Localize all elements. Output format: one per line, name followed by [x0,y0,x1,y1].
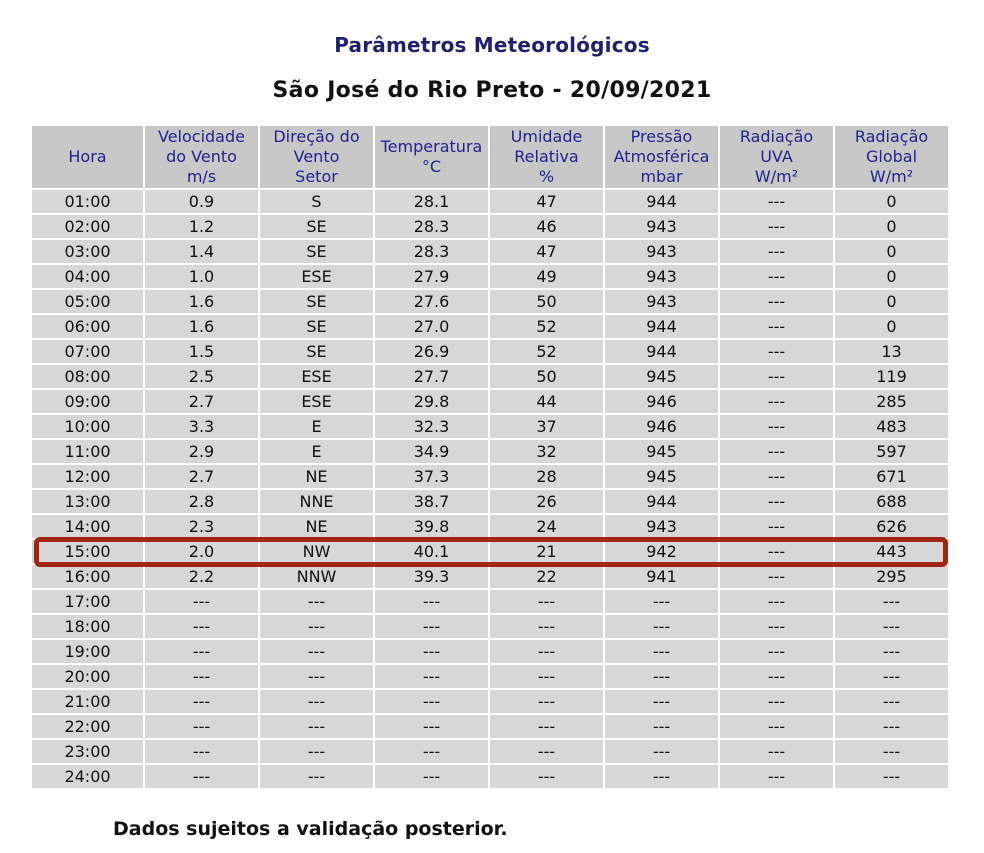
table-cell: --- [260,690,373,713]
column-header [32,126,143,188]
table-cell: 06:00 [32,315,143,338]
table-cell: --- [260,715,373,738]
table-cell: --- [835,640,948,663]
table-cell: 18:00 [32,615,143,638]
table-cell: 24:00 [32,765,143,788]
table-cell: --- [835,615,948,638]
table-cell: 17:00 [32,590,143,613]
table-cell: 50 [490,290,603,313]
column-header [605,126,718,188]
table-cell: --- [720,740,833,763]
table-cell: 52 [490,315,603,338]
table-cell: NE [260,465,373,488]
table-cell: 39.3 [375,565,488,588]
table-cell: 285 [835,390,948,413]
table-cell: 10:00 [32,415,143,438]
table-cell: 24 [490,515,603,538]
table-cell: 597 [835,440,948,463]
table-row [32,765,948,788]
table-cell: --- [490,740,603,763]
table-row [32,540,948,563]
column-header-line: Setor [295,167,338,186]
table-cell: 2.9 [145,440,258,463]
table-cell: --- [260,640,373,663]
table-cell: --- [260,590,373,613]
table-cell: 13 [835,340,948,363]
table-cell: --- [490,590,603,613]
table-cell: 2.7 [145,390,258,413]
table-cell: 1.6 [145,315,258,338]
table-cell: 945 [605,440,718,463]
table-cell: 2.5 [145,365,258,388]
table-cell: 944 [605,190,718,213]
table-row [32,365,948,388]
table-cell: 0 [835,315,948,338]
table-cell: 14:00 [32,515,143,538]
table-cell: --- [720,615,833,638]
table-cell: S [260,190,373,213]
table-cell: 483 [835,415,948,438]
table-cell: --- [720,440,833,463]
table-cell: 295 [835,565,948,588]
table-row [32,515,948,538]
table-cell: 2.2 [145,565,258,588]
table-cell: 32.3 [375,415,488,438]
table-cell: 28.1 [375,190,488,213]
table-row [32,690,948,713]
table-cell: --- [260,615,373,638]
table-cell: 943 [605,240,718,263]
table-row [32,740,948,763]
table-cell: 26 [490,490,603,513]
table-cell: 945 [605,365,718,388]
table-cell: 39.8 [375,515,488,538]
table-cell: 23:00 [32,740,143,763]
column-header-line: Vento [293,147,340,166]
table-cell: --- [260,740,373,763]
table-cell: 944 [605,490,718,513]
table-cell: 05:00 [32,290,143,313]
table-row [32,215,948,238]
table-cell: 50 [490,365,603,388]
table-cell: 49 [490,265,603,288]
table-row [32,715,948,738]
table-cell: 27.9 [375,265,488,288]
table-cell: --- [260,765,373,788]
table-cell: --- [375,590,488,613]
table-row [32,640,948,663]
table-cell: --- [605,765,718,788]
table-cell: 942 [605,540,718,563]
table-cell: --- [835,715,948,738]
table-cell: 47 [490,190,603,213]
table-row [32,190,948,213]
table-cell: 47 [490,240,603,263]
table-cell: --- [605,640,718,663]
column-header-line: Global [865,147,918,166]
table-cell: --- [720,690,833,713]
table-cell: --- [490,765,603,788]
column-header-line: Umidade [510,127,583,146]
table-row [32,290,948,313]
table-cell: 16:00 [32,565,143,588]
table-cell: 32 [490,440,603,463]
table-cell: 0 [835,265,948,288]
table-cell: 2.3 [145,515,258,538]
table-cell: --- [720,640,833,663]
table-row [32,265,948,288]
table-cell: --- [375,640,488,663]
table-header-row [32,126,948,188]
table-cell: --- [145,615,258,638]
table-cell: --- [375,690,488,713]
table-cell: 08:00 [32,365,143,388]
table-cell: ESE [260,390,373,413]
table-cell: --- [605,715,718,738]
table-cell: 941 [605,565,718,588]
table-cell: --- [835,765,948,788]
table-cell: --- [145,665,258,688]
table-cell: --- [720,490,833,513]
table-cell: 04:00 [32,265,143,288]
table-cell: 944 [605,340,718,363]
table-cell: --- [835,690,948,713]
table-cell: --- [835,665,948,688]
table-cell: --- [835,590,948,613]
table-cell: 13:00 [32,490,143,513]
table-cell: --- [720,665,833,688]
column-header [260,126,373,188]
table-cell: 26.9 [375,340,488,363]
table-cell: 12:00 [32,465,143,488]
table-cell: 22:00 [32,715,143,738]
table-cell: 671 [835,465,948,488]
column-header-line: °C [421,157,442,176]
table-cell: 944 [605,315,718,338]
table-cell: --- [605,690,718,713]
column-header [375,126,488,188]
table-cell: 09:00 [32,390,143,413]
table-cell: 1.4 [145,240,258,263]
table-cell: --- [375,715,488,738]
table-cell: 1.6 [145,290,258,313]
column-header-line: Temperatura [380,137,483,156]
table-cell: 946 [605,415,718,438]
table-row [32,665,948,688]
table-cell: 27.6 [375,290,488,313]
table-cell: --- [490,640,603,663]
table-cell: --- [720,540,833,563]
table-cell: 52 [490,340,603,363]
table-cell: 27.7 [375,365,488,388]
table-cell: --- [375,765,488,788]
table-cell: 01:00 [32,190,143,213]
table-cell: 20:00 [32,665,143,688]
table-cell: --- [145,740,258,763]
table-row [32,440,948,463]
table-row [32,240,948,263]
table-cell: --- [490,615,603,638]
column-header [145,126,258,188]
table-cell: 28.3 [375,215,488,238]
column-header-line: m/s [186,167,217,186]
table-cell: --- [720,565,833,588]
column-header-line: mbar [640,167,683,186]
table-cell: 40.1 [375,540,488,563]
column-header [490,126,603,188]
table-cell: 626 [835,515,948,538]
table-cell: 943 [605,265,718,288]
table-cell: --- [720,340,833,363]
table-cell: 07:00 [32,340,143,363]
table-cell: 3.3 [145,415,258,438]
table-cell: --- [375,615,488,638]
table-cell: --- [720,240,833,263]
table-cell: --- [490,715,603,738]
table-cell: 28 [490,465,603,488]
column-header [835,126,948,188]
table-row [32,490,948,513]
table-cell: 2.8 [145,490,258,513]
column-header-line: Direção do [273,127,360,146]
weather-table-container [30,124,950,790]
table-cell: --- [605,740,718,763]
table-row [32,315,948,338]
table-cell: --- [720,190,833,213]
table-cell: --- [375,665,488,688]
table-cell: 0 [835,290,948,313]
table-cell: --- [720,290,833,313]
table-cell: E [260,440,373,463]
table-cell: --- [720,415,833,438]
table-cell: 945 [605,465,718,488]
table-cell: --- [145,640,258,663]
table-cell: --- [375,740,488,763]
table-cell: 119 [835,365,948,388]
table-cell: 443 [835,540,948,563]
table-cell: NNE [260,490,373,513]
table-cell: 37.3 [375,465,488,488]
table-cell: 22 [490,565,603,588]
table-cell: NE [260,515,373,538]
table-cell: ESE [260,365,373,388]
weather-table [30,124,950,790]
table-cell: SE [260,215,373,238]
column-header [720,126,833,188]
table-cell: 11:00 [32,440,143,463]
table-row [32,590,948,613]
column-header-line: Radiação [739,127,814,146]
table-row [32,415,948,438]
table-cell: 21:00 [32,690,143,713]
footnote: Dados sujeitos a validação posterior. [113,818,508,840]
column-header-line: UVA [760,147,793,166]
table-row [32,465,948,488]
table-cell: --- [720,390,833,413]
table-cell: SE [260,340,373,363]
table-cell: 21 [490,540,603,563]
table-cell: 37 [490,415,603,438]
table-row [32,390,948,413]
table-cell: --- [145,690,258,713]
table-cell: 946 [605,390,718,413]
table-cell: --- [145,765,258,788]
table-cell: 19:00 [32,640,143,663]
table-cell: 1.5 [145,340,258,363]
table-cell: --- [720,515,833,538]
table-cell: 44 [490,390,603,413]
table-row [32,340,948,363]
table-cell: --- [145,590,258,613]
table-cell: --- [720,590,833,613]
table-cell: 1.0 [145,265,258,288]
table-cell: 2.0 [145,540,258,563]
table-cell: --- [720,765,833,788]
table-cell: ESE [260,265,373,288]
table-cell: 0 [835,240,948,263]
table-row [32,565,948,588]
column-header-line: W/m² [754,167,799,186]
column-header-line: do Vento [166,147,237,166]
column-header-line: W/m² [869,167,914,186]
table-cell: --- [720,215,833,238]
table-cell: SE [260,240,373,263]
table-cell: 46 [490,215,603,238]
table-cell: 943 [605,515,718,538]
column-header-line: Radiação [854,127,929,146]
table-cell: 0.9 [145,190,258,213]
table-cell: 27.0 [375,315,488,338]
column-header-line: Velocidade [158,127,245,146]
table-cell: 34.9 [375,440,488,463]
table-cell: 28.3 [375,240,488,263]
table-cell: 688 [835,490,948,513]
table-cell: 0 [835,215,948,238]
column-header-line: Pressão [630,127,693,146]
table-cell: --- [605,615,718,638]
column-header-line: Relativa [514,147,579,166]
table-cell: 29.8 [375,390,488,413]
table-cell: --- [720,265,833,288]
table-row [32,615,948,638]
column-header-line: Atmosférica [613,147,710,166]
table-cell: 943 [605,290,718,313]
table-cell: SE [260,290,373,313]
table-cell: E [260,415,373,438]
table-cell: NNW [260,565,373,588]
table-cell: 2.7 [145,465,258,488]
table-cell: --- [490,665,603,688]
table-cell: --- [720,365,833,388]
column-header-line: Hora [68,147,107,166]
table-cell: --- [835,740,948,763]
table-cell: --- [720,715,833,738]
table-cell: 1.2 [145,215,258,238]
table-cell: --- [720,465,833,488]
table-cell: --- [720,315,833,338]
table-cell: --- [605,665,718,688]
table-cell: 0 [835,190,948,213]
table-cell: --- [145,715,258,738]
column-header-line: % [538,167,555,186]
table-cell: --- [260,665,373,688]
table-cell: 15:00 [32,540,143,563]
table-cell: --- [605,590,718,613]
table-cell: SE [260,315,373,338]
table-cell: 03:00 [32,240,143,263]
page-subtitle: São José do Rio Preto - 20/09/2021 [272,78,712,103]
table-body [32,190,948,788]
page-title: Parâmetros Meteorológicos [334,33,650,57]
table-cell: --- [490,690,603,713]
table-cell: 02:00 [32,215,143,238]
table-cell: NW [260,540,373,563]
table-cell: 38.7 [375,490,488,513]
table-cell: 943 [605,215,718,238]
